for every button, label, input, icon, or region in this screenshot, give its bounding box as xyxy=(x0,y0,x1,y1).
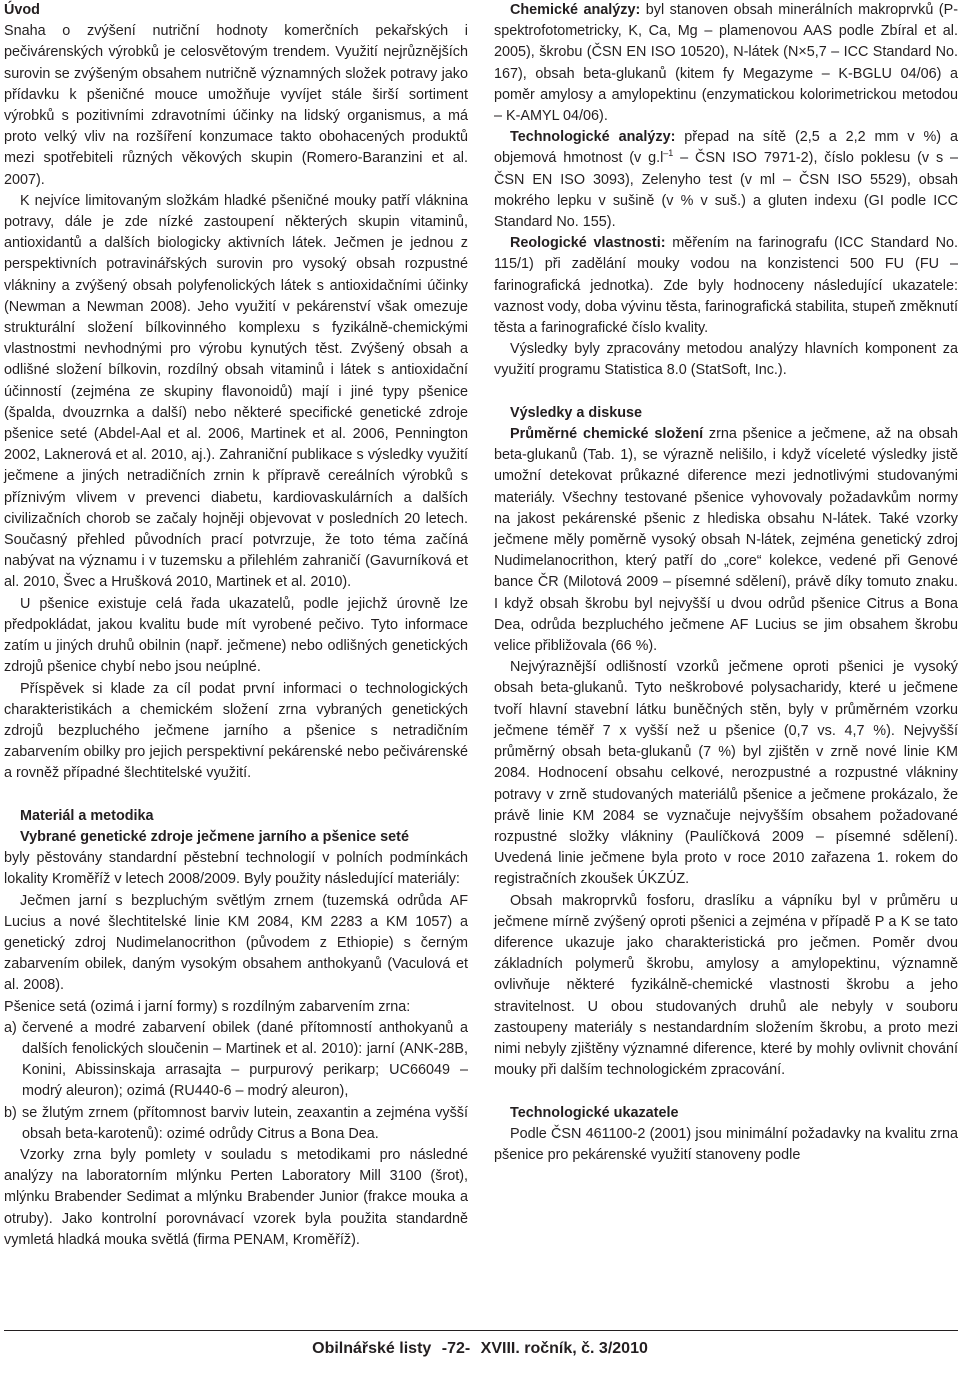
paragraph: Nejvýraznější odlišností vzorků ječmene oproti pšenici je vysoký obsah beta-glukanů. Tyto neškrobové polysacharidy, které u ječmene tvoří hlavní stavební látku buněčných stěn, byly v průměrném vzorku ječmene téměř 7 x vyšší než u pšenice (0,7 vs. 4,7 %). Nejvyšší průměrný obsah beta-glukanů (7 %) byl zjištěn v zrně nové linie KM 2084. Hodnocení obsahu celkové, nerozpustné a rozpustné vlákniny potravy v zrně studovaných materiálů pšenice a ječmene prokázalo, že právě linie KM 2084 se vyznačuje nejvyšším obsahem požadované rozpustné složky vlákniny (Paulíčková 2009 – písemné sdělení). Uvedená linie ječmene byla proto v roce 2010 zařazena 1. rokem do registračních zkoušek ÚKZÚZ. xyxy=(494,659,958,888)
journal-name: Obilnářské listy xyxy=(312,1340,432,1357)
spacer xyxy=(4,785,468,806)
inline-text: zrna pšenice a ječmene, až na obsah beta-glukanů (Tab. 1), se výrazně nelišilo, i když víceleté výsledky jistě umožní detekovat průkazné diference mezi jednotlivými studovanými materiály. Všechny testované pšenice vyhovovaly požadavkům normy na jakost pekárenské pšenic z hlediska obsahu N-látek. Také vzorky ječmene měly poměrně vysoký obsah N-látek, zejména genetický zdroj Nudimelanocrithon, který patří do „core“ kolekce, vedené při Genové bance ČR (Milotová 2009 – písemné sdělení), právě díky tomuto znaku. I když obsah škrobu byl nejvyšší u dvou odrůd pšenice Citrus a Bona Dea, odrůda bezpluchého ječmene AF Lucius se jim obsahem škrobu velice přibližovala (66 %). xyxy=(494,426,958,655)
paragraph: Pšenice setá (ozimá i jarní formy) s rozdílným zabarvením zrna: xyxy=(4,998,411,1015)
spacer xyxy=(494,1081,958,1102)
paragraph-tech xyxy=(494,127,958,233)
paragraph: byly pěstovány standardní pěstební technologií v polních podmínkách lokality Kroměříž v letech 2008/2009. Byly použity následující materiály: xyxy=(4,850,468,888)
paragraph: K nejvíce limitovaným složkám hladké pšeničné mouky patří vláknina potravy, dále je zde nízké zastoupení některých skupin vitaminů, antioxidantů a dalších biologicky aktivních látek. Ječmen je jednou z perspektivních potravinářských surovin pro vysoký obsah rozpustné vlákniny a zvýšený obsah polyfenolických látek s antioxidačními účinky (Newman a Newman 2008). Jeho využití v pekárenství však omezuje strukturální složení bílkovinného komplexu s fyzikálně-chemickými vlastnostmi nevhodnými pro výrobu kynutých těst. Zvýšený obsah a odlišné složení bílkovin, rozdílný obsah vitaminů i látek s antioxidační účinností (zejména ze skupiny flavonoidů) mají i jiné typy pšenice (špalda, dvouzrnka a další) nebo některé specifické genetické zdroje pšenice seté (Abdel-Aal et al. 2006, Martinek et al. 2006, Pennington 2002, Laknerová et al. 2010, aj.). Zahraniční publikace s výsledky využití ječmene a jiných netradičních zrnin k přípravě cereálních výrobků s příznivým vlivem v prevenci diabetu, kardiovaskulárních a dalších civilizačních chorob se začaly hojněji objevovat v posledních 20 letech. Současný přehled původních prací potvrzuje, že toto téma začíná nabývat na významu i v tuzemsku a přilehlém zahraničí (Gavurníková et al. 2010, Švec a Hrušková 2010, Martinek et al. 2010). xyxy=(4,192,468,591)
paragraph: U pšenice existuje celá řada ukazatelů, podle jejichž úrovně lze předpokládat, jakou kvalitu bude mít vyrobené pečivo. Tyto informace zatím u jiných druhů obilnin (např. ječmene) nebo odlišných genetických zdrojů pšenice chybí nebo jsou neúplné. xyxy=(4,595,468,676)
footer-text xyxy=(0,1338,960,1360)
paragraph-chem xyxy=(494,0,958,127)
paragraph: Příspěvek si klade za cíl podat první informaci o technologických charakteristikách a chemickém složení zrna vybraných genetických zdrojů bezpluchého ječmene jarního a pšenice s netradičním zabarvením obilky pro jejich perspektivní pekárenské nebo pečivárenské a rovněž případné šlechtitelské využití. xyxy=(4,680,468,782)
paragraph: Vzorky zrna byly pomlety v souladu s metodikami pro následné analýzy na laboratorním mlýnku Perten Laboratory Mill 3100 (šrot), mlýnku Brabender Sedimat a mlýnku Brabender Junior (frakce mouka a otruby). Jako kontrolní porovnávací vzorek byla použita standardně vymletá hladká mouka světlá (firma PENAM, Kroměříž). xyxy=(4,1146,468,1248)
section-heading-methods: Materiál a metodika xyxy=(20,807,154,824)
paragraph: Ječmen jarní s bezpluchým světlým zrnem (tuzemská odrůda AF Lucius a nové šlechtitelské linie KM 2084, KM 2283 a KM 1057) a genetický zdroj Nudimelanocrithon (původem z Ethiopie) s černým zabarvením obilek, daným vysokým obsahem anthokyanů (Vaculová et al. 2008). xyxy=(4,892,468,994)
paragraph: Výsledky byly zpracovány metodou analýzy hlavních komponent za využití programu Statistica 8.0 (StatSoft, Inc.). xyxy=(494,341,958,379)
page-footer xyxy=(0,1330,960,1370)
inline-label: Reologické vlastnosti: xyxy=(510,235,666,252)
page-number: -72- xyxy=(441,1340,471,1357)
paragraph-results xyxy=(494,424,958,657)
list-marker: b) xyxy=(4,1104,17,1121)
list-item xyxy=(4,1018,468,1103)
subheading-genetic-sources: Vybrané genetické zdroje ječmene jarního a pšenice seté xyxy=(20,828,409,845)
paragraph: Snaha o zvýšení nutriční hodnoty komerčních pekařských i pečivárenských výrobků je celosvětovým trendem. Využití nejrůznějších surovin se zvýšeným obsahem nutričně významných složek potravy jako přídavku k pšeničné mouce umožňuje vyvíjet stále širší sortiment výrobků s pozitivními zdravotními účinky na lidský organismus, a má proto velký vliv na rozšíření konzumace takto obohacených produktů mezi spotřebiteli různých věkových skupin (Romero-Baranzini et al. 2007). xyxy=(4,23,468,188)
paragraph: Podle ČSN 461100-2 (2001) jsou minimální požadavky na kvalitu zrna pšenice pro pekárenské využití stanoveny podle xyxy=(494,1125,958,1163)
inline-text: měřením na farinografu (ICC Standard No. 115/1) při zadělání mouky vodou na konzistenci 500 FU (FU – farinografická jednotka). Zde byly hodnoceny následující ukazatele: vaznost vody, doba vývinu těsta, farinografická stabilita, stupeň změknutí těsta a farinografické číslo kvality. xyxy=(494,235,958,337)
list-item xyxy=(4,1103,468,1145)
paragraph-reo xyxy=(494,233,958,339)
inline-label: Chemické analýzy: xyxy=(510,2,641,18)
left-column xyxy=(4,0,468,1251)
inline-text: byl stanoven obsah minerálních makroprvků (P-spektrofotometricky, K, Ca, Mg – plamenovou AAS podle Zbíral et al. 2005), škrobu (ČSN EN ISO 10520), N-látek (N×5,7 – ICC Standard No. 167), obsah beta-glukanů (kitem fy Megazyme – K-BGLU 04/06) a poměr amylosy a amylopektinu (enzymatickou kolorimetrickou metodou – K-AMYL 04/06). xyxy=(494,2,958,125)
footer-divider xyxy=(4,1330,958,1331)
paragraph: Obsah makroprvků fosforu, draslíku a vápníku byl v průměru u ječmene mírně zvýšený oproti pšenici a zejména v případě P a K se tato diference ukazuje jako charakteristická pro ječmen. Poměr dvou základních polymerů škrobu, amylosy a amylopektinu, významně ovlivňuje některé fyzikálně-chemické vlastnosti škrobu a jeho stravitelnost. U obou studovaných druhů ale nebyly v souboru zastoupeny materiály s nestandardním složením škrobu, a proto mezi nimi nebyly zjištěny významné diference, které by mohly ovlivnit chování mouky při dalším technologickém zpracování. xyxy=(494,892,958,1079)
section-heading-uvod: Úvod xyxy=(4,2,40,18)
right-column xyxy=(494,0,958,1166)
volume-info: XVIII. ročník, č. 3/2010 xyxy=(480,1340,648,1357)
list-text: se žlutým zrnem (přítomnost barviv lutein, zeaxantin a zejména vyšší obsah beta-karotenů): ozimé odrůdy Citrus a Bona Dea. xyxy=(22,1104,468,1142)
inline-text: přepad na sítě (2,5 a 2,2 mm v %) a objemová hmotnost (v g.l xyxy=(494,129,958,167)
inline-label: Technologické analýzy: xyxy=(510,129,676,146)
inline-text: – ČSN ISO 7971-2), číslo poklesu (v s – ČSN EN ISO 3093), Zelenyho test (v ml – ČSN ISO 5529), obsah mokrého lepku v sušině (v % v suš.) a gluten indexu (GI podle ICC Standard No. 155). xyxy=(494,150,958,231)
list-marker: a) xyxy=(4,1019,17,1036)
list-text: červené a modré zabarvení obilek (dané přítomností anthokyanů a dalších fenolických sloučenin – Martinek et al. 2010): jarní (ANK-28B, Konini, Abissinskaja arrasajta – purpurový perikarp; UC66049 – modrý aleuron); ozimá (RU440-6 – modrý aleuron), xyxy=(22,1019,468,1100)
inline-label: Průměrné chemické složení xyxy=(510,426,704,443)
section-heading-results: Výsledky a diskuse xyxy=(510,404,642,421)
section-heading-tech: Technologické ukazatele xyxy=(510,1104,679,1121)
spacer xyxy=(494,382,958,403)
superscript: –1 xyxy=(663,148,674,159)
